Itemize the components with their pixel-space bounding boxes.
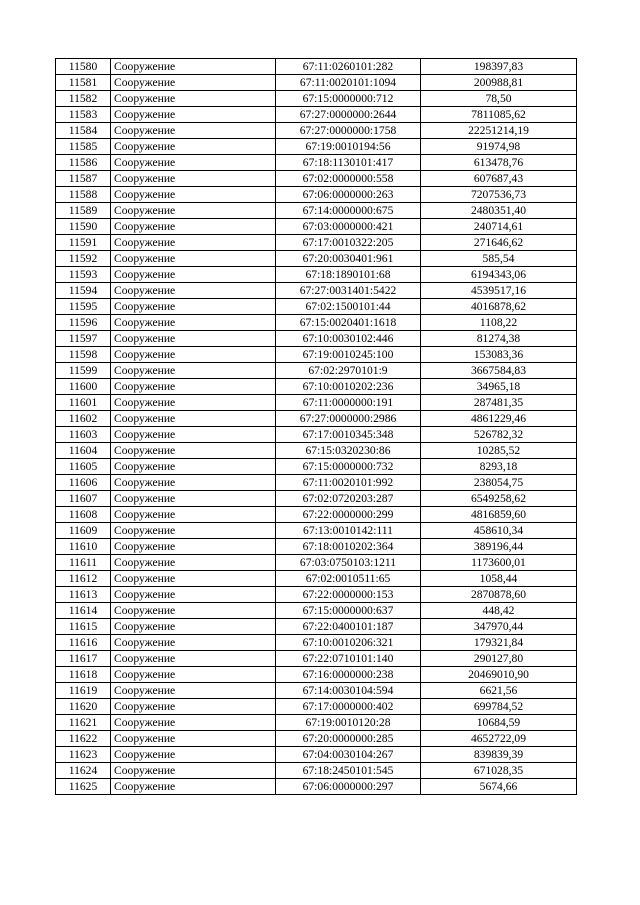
row-number-cell: 11580 xyxy=(56,59,111,75)
row-number-cell: 11610 xyxy=(56,539,111,555)
object-type-cell: Сооружение xyxy=(111,267,276,283)
cadastral-value-cell: 2480351,40 xyxy=(421,203,577,219)
object-type-cell: Сооружение xyxy=(111,379,276,395)
cadastral-value-cell: 78,50 xyxy=(421,91,577,107)
row-number-cell: 11603 xyxy=(56,427,111,443)
row-number-cell: 11598 xyxy=(56,347,111,363)
cadastral-number-cell: 67:22:0710101:140 xyxy=(276,651,421,667)
table-row xyxy=(56,267,577,283)
table-row xyxy=(56,315,577,331)
table-row xyxy=(56,523,577,539)
table-row xyxy=(56,747,577,763)
object-type-cell: Сооружение xyxy=(111,395,276,411)
row-number-cell: 11612 xyxy=(56,571,111,587)
cadastral-value-cell: 458610,34 xyxy=(421,523,577,539)
cadastral-number-cell: 67:27:0000000:1758 xyxy=(276,123,421,139)
table-row xyxy=(56,555,577,571)
row-number-cell: 11617 xyxy=(56,651,111,667)
object-type-cell: Сооружение xyxy=(111,315,276,331)
table-row xyxy=(56,363,577,379)
cadastral-value-cell: 153083,36 xyxy=(421,347,577,363)
table-row xyxy=(56,187,577,203)
cadastral-value-cell: 10285,52 xyxy=(421,443,577,459)
object-type-cell: Сооружение xyxy=(111,667,276,683)
row-number-cell: 11582 xyxy=(56,91,111,107)
table-row xyxy=(56,635,577,651)
row-number-cell: 11593 xyxy=(56,267,111,283)
cadastral-value-cell: 22251214,19 xyxy=(421,123,577,139)
cadastral-value-cell: 271646,62 xyxy=(421,235,577,251)
table-row xyxy=(56,123,577,139)
row-number-cell: 11605 xyxy=(56,459,111,475)
cadastral-number-cell: 67:15:0000000:712 xyxy=(276,91,421,107)
table-row xyxy=(56,539,577,555)
object-type-cell: Сооружение xyxy=(111,123,276,139)
object-type-cell: Сооружение xyxy=(111,155,276,171)
cadastral-value-cell: 8293,18 xyxy=(421,459,577,475)
cadastral-value-cell: 347970,44 xyxy=(421,619,577,635)
cadastral-number-cell: 67:02:2970101:9 xyxy=(276,363,421,379)
cadastral-number-cell: 67:16:0000000:238 xyxy=(276,667,421,683)
object-type-cell: Сооружение xyxy=(111,587,276,603)
object-type-cell: Сооружение xyxy=(111,555,276,571)
cadastral-number-cell: 67:06:0000000:263 xyxy=(276,187,421,203)
table-row xyxy=(56,299,577,315)
cadastral-value-cell: 7207536,73 xyxy=(421,187,577,203)
object-type-cell: Сооружение xyxy=(111,699,276,715)
object-type-cell: Сооружение xyxy=(111,75,276,91)
object-type-cell: Сооружение xyxy=(111,683,276,699)
object-type-cell: Сооружение xyxy=(111,411,276,427)
table-row xyxy=(56,459,577,475)
row-number-cell: 11601 xyxy=(56,395,111,411)
cadastral-value-cell: 699784,52 xyxy=(421,699,577,715)
row-number-cell: 11602 xyxy=(56,411,111,427)
table-row xyxy=(56,107,577,123)
row-number-cell: 11587 xyxy=(56,171,111,187)
table-row xyxy=(56,763,577,779)
cadastral-value-cell: 240714,61 xyxy=(421,219,577,235)
table-row xyxy=(56,251,577,267)
row-number-cell: 11613 xyxy=(56,587,111,603)
cadastral-value-cell: 34965,18 xyxy=(421,379,577,395)
row-number-cell: 11594 xyxy=(56,283,111,299)
row-number-cell: 11581 xyxy=(56,75,111,91)
table-row xyxy=(56,427,577,443)
table-row xyxy=(56,155,577,171)
cadastral-value-cell: 2870878,60 xyxy=(421,587,577,603)
table-row xyxy=(56,651,577,667)
cadastral-number-cell: 67:02:0720203:287 xyxy=(276,491,421,507)
row-number-cell: 11583 xyxy=(56,107,111,123)
object-type-cell: Сооружение xyxy=(111,715,276,731)
table-row xyxy=(56,59,577,75)
object-type-cell: Сооружение xyxy=(111,539,276,555)
row-number-cell: 11599 xyxy=(56,363,111,379)
cadastral-number-cell: 67:17:0000000:402 xyxy=(276,699,421,715)
row-number-cell: 11607 xyxy=(56,491,111,507)
cadastral-number-cell: 67:06:0000000:297 xyxy=(276,779,421,795)
table-row xyxy=(56,219,577,235)
table-row xyxy=(56,139,577,155)
row-number-cell: 11609 xyxy=(56,523,111,539)
row-number-cell: 11614 xyxy=(56,603,111,619)
cadastral-number-cell: 67:18:1890101:68 xyxy=(276,267,421,283)
cadastral-value-cell: 4861229,46 xyxy=(421,411,577,427)
cadastral-number-cell: 67:03:0750103:1211 xyxy=(276,555,421,571)
table-row xyxy=(56,411,577,427)
cadastral-number-cell: 67:17:0010322:205 xyxy=(276,235,421,251)
cadastral-number-cell: 67:20:0000000:285 xyxy=(276,731,421,747)
table-row xyxy=(56,443,577,459)
cadastral-number-cell: 67:04:0030104:267 xyxy=(276,747,421,763)
cadastral-number-cell: 67:13:0010142:111 xyxy=(276,523,421,539)
cadastral-value-cell: 1173600,01 xyxy=(421,555,577,571)
cadastral-value-cell: 4652722,09 xyxy=(421,731,577,747)
cadastral-number-cell: 67:18:0010202:364 xyxy=(276,539,421,555)
object-type-cell: Сооружение xyxy=(111,203,276,219)
cadastral-number-cell: 67:19:0010245:100 xyxy=(276,347,421,363)
cadastral-number-cell: 67:10:0010206:321 xyxy=(276,635,421,651)
cadastral-number-cell: 67:27:0000000:2986 xyxy=(276,411,421,427)
object-type-cell: Сооружение xyxy=(111,187,276,203)
registry-table xyxy=(55,58,577,795)
cadastral-value-cell: 3667584,83 xyxy=(421,363,577,379)
row-number-cell: 11600 xyxy=(56,379,111,395)
object-type-cell: Сооружение xyxy=(111,235,276,251)
cadastral-value-cell: 91974,98 xyxy=(421,139,577,155)
table-row xyxy=(56,699,577,715)
registry-table-body xyxy=(56,59,577,795)
cadastral-value-cell: 6194343,06 xyxy=(421,267,577,283)
table-row xyxy=(56,283,577,299)
row-number-cell: 11611 xyxy=(56,555,111,571)
cadastral-value-cell: 4816859,60 xyxy=(421,507,577,523)
cadastral-value-cell: 238054,75 xyxy=(421,475,577,491)
cadastral-value-cell: 4539517,16 xyxy=(421,283,577,299)
object-type-cell: Сооружение xyxy=(111,171,276,187)
object-type-cell: Сооружение xyxy=(111,139,276,155)
table-row xyxy=(56,603,577,619)
object-type-cell: Сооружение xyxy=(111,475,276,491)
cadastral-number-cell: 67:14:0030104:594 xyxy=(276,683,421,699)
cadastral-value-cell: 5674,66 xyxy=(421,779,577,795)
row-number-cell: 11584 xyxy=(56,123,111,139)
cadastral-value-cell: 4016878,62 xyxy=(421,299,577,315)
object-type-cell: Сооружение xyxy=(111,635,276,651)
row-number-cell: 11625 xyxy=(56,779,111,795)
row-number-cell: 11620 xyxy=(56,699,111,715)
cadastral-number-cell: 67:11:0260101:282 xyxy=(276,59,421,75)
cadastral-number-cell: 67:15:0320230:86 xyxy=(276,443,421,459)
row-number-cell: 11618 xyxy=(56,667,111,683)
row-number-cell: 11597 xyxy=(56,331,111,347)
cadastral-number-cell: 67:19:0010120:28 xyxy=(276,715,421,731)
table-row xyxy=(56,731,577,747)
cadastral-number-cell: 67:02:0010511:65 xyxy=(276,571,421,587)
table-row xyxy=(56,331,577,347)
object-type-cell: Сооружение xyxy=(111,219,276,235)
object-type-cell: Сооружение xyxy=(111,91,276,107)
cadastral-number-cell: 67:15:0020401:1618 xyxy=(276,315,421,331)
row-number-cell: 11595 xyxy=(56,299,111,315)
table-row xyxy=(56,395,577,411)
cadastral-number-cell: 67:19:0010194:56 xyxy=(276,139,421,155)
row-number-cell: 11604 xyxy=(56,443,111,459)
cadastral-number-cell: 67:02:0000000:558 xyxy=(276,171,421,187)
row-number-cell: 11590 xyxy=(56,219,111,235)
row-number-cell: 11586 xyxy=(56,155,111,171)
object-type-cell: Сооружение xyxy=(111,523,276,539)
cadastral-number-cell: 67:11:0020101:1094 xyxy=(276,75,421,91)
cadastral-value-cell: 81274,38 xyxy=(421,331,577,347)
table-row xyxy=(56,779,577,795)
row-number-cell: 11616 xyxy=(56,635,111,651)
cadastral-number-cell: 67:27:0000000:2644 xyxy=(276,107,421,123)
table-row xyxy=(56,75,577,91)
cadastral-value-cell: 585,54 xyxy=(421,251,577,267)
cadastral-number-cell: 67:10:0030102:446 xyxy=(276,331,421,347)
cadastral-number-cell: 67:18:1130101:417 xyxy=(276,155,421,171)
object-type-cell: Сооружение xyxy=(111,331,276,347)
table-row xyxy=(56,347,577,363)
cadastral-number-cell: 67:11:0000000:191 xyxy=(276,395,421,411)
cadastral-value-cell: 448,42 xyxy=(421,603,577,619)
cadastral-value-cell: 290127,80 xyxy=(421,651,577,667)
cadastral-value-cell: 7811085,62 xyxy=(421,107,577,123)
cadastral-number-cell: 67:02:1500101:44 xyxy=(276,299,421,315)
cadastral-number-cell: 67:22:0400101:187 xyxy=(276,619,421,635)
object-type-cell: Сооружение xyxy=(111,443,276,459)
cadastral-value-cell: 198397,83 xyxy=(421,59,577,75)
row-number-cell: 11608 xyxy=(56,507,111,523)
row-number-cell: 11615 xyxy=(56,619,111,635)
cadastral-value-cell: 6621,56 xyxy=(421,683,577,699)
object-type-cell: Сооружение xyxy=(111,507,276,523)
cadastral-value-cell: 20469010,90 xyxy=(421,667,577,683)
cadastral-value-cell: 671028,35 xyxy=(421,763,577,779)
table-row xyxy=(56,587,577,603)
row-number-cell: 11588 xyxy=(56,187,111,203)
row-number-cell: 11619 xyxy=(56,683,111,699)
cadastral-number-cell: 67:15:0000000:732 xyxy=(276,459,421,475)
object-type-cell: Сооружение xyxy=(111,459,276,475)
cadastral-number-cell: 67:03:0000000:421 xyxy=(276,219,421,235)
cadastral-value-cell: 607687,43 xyxy=(421,171,577,187)
row-number-cell: 11624 xyxy=(56,763,111,779)
row-number-cell: 11622 xyxy=(56,731,111,747)
table-row xyxy=(56,491,577,507)
cadastral-number-cell: 67:22:0000000:153 xyxy=(276,587,421,603)
cadastral-number-cell: 67:18:2450101:545 xyxy=(276,763,421,779)
cadastral-value-cell: 613478,76 xyxy=(421,155,577,171)
cadastral-value-cell: 10684,59 xyxy=(421,715,577,731)
object-type-cell: Сооружение xyxy=(111,283,276,299)
object-type-cell: Сооружение xyxy=(111,571,276,587)
object-type-cell: Сооружение xyxy=(111,363,276,379)
table-row xyxy=(56,171,577,187)
row-number-cell: 11623 xyxy=(56,747,111,763)
object-type-cell: Сооружение xyxy=(111,731,276,747)
table-row xyxy=(56,683,577,699)
cadastral-number-cell: 67:15:0000000:637 xyxy=(276,603,421,619)
cadastral-value-cell: 179321,84 xyxy=(421,635,577,651)
object-type-cell: Сооружение xyxy=(111,347,276,363)
table-row xyxy=(56,203,577,219)
table-row xyxy=(56,715,577,731)
cadastral-number-cell: 67:27:0031401:5422 xyxy=(276,283,421,299)
table-row xyxy=(56,619,577,635)
cadastral-value-cell: 1058,44 xyxy=(421,571,577,587)
cadastral-value-cell: 1108,22 xyxy=(421,315,577,331)
table-row xyxy=(56,379,577,395)
cadastral-number-cell: 67:11:0020101:992 xyxy=(276,475,421,491)
table-row xyxy=(56,235,577,251)
object-type-cell: Сооружение xyxy=(111,251,276,267)
cadastral-value-cell: 200988,81 xyxy=(421,75,577,91)
table-row xyxy=(56,91,577,107)
row-number-cell: 11621 xyxy=(56,715,111,731)
object-type-cell: Сооружение xyxy=(111,107,276,123)
row-number-cell: 11592 xyxy=(56,251,111,267)
object-type-cell: Сооружение xyxy=(111,763,276,779)
object-type-cell: Сооружение xyxy=(111,427,276,443)
row-number-cell: 11589 xyxy=(56,203,111,219)
row-number-cell: 11596 xyxy=(56,315,111,331)
object-type-cell: Сооружение xyxy=(111,491,276,507)
object-type-cell: Сооружение xyxy=(111,651,276,667)
object-type-cell: Сооружение xyxy=(111,59,276,75)
cadastral-value-cell: 839839,39 xyxy=(421,747,577,763)
table-row xyxy=(56,507,577,523)
table-row xyxy=(56,667,577,683)
object-type-cell: Сооружение xyxy=(111,603,276,619)
cadastral-value-cell: 287481,35 xyxy=(421,395,577,411)
object-type-cell: Сооружение xyxy=(111,779,276,795)
cadastral-value-cell: 526782,32 xyxy=(421,427,577,443)
table-row xyxy=(56,571,577,587)
table-row xyxy=(56,475,577,491)
object-type-cell: Сооружение xyxy=(111,619,276,635)
row-number-cell: 11606 xyxy=(56,475,111,491)
cadastral-number-cell: 67:22:0000000:299 xyxy=(276,507,421,523)
object-type-cell: Сооружение xyxy=(111,747,276,763)
object-type-cell: Сооружение xyxy=(111,299,276,315)
cadastral-number-cell: 67:17:0010345:348 xyxy=(276,427,421,443)
row-number-cell: 11585 xyxy=(56,139,111,155)
cadastral-value-cell: 389196,44 xyxy=(421,539,577,555)
cadastral-number-cell: 67:14:0000000:675 xyxy=(276,203,421,219)
cadastral-number-cell: 67:10:0010202:236 xyxy=(276,379,421,395)
row-number-cell: 11591 xyxy=(56,235,111,251)
cadastral-number-cell: 67:20:0030401:961 xyxy=(276,251,421,267)
cadastral-value-cell: 6549258,62 xyxy=(421,491,577,507)
